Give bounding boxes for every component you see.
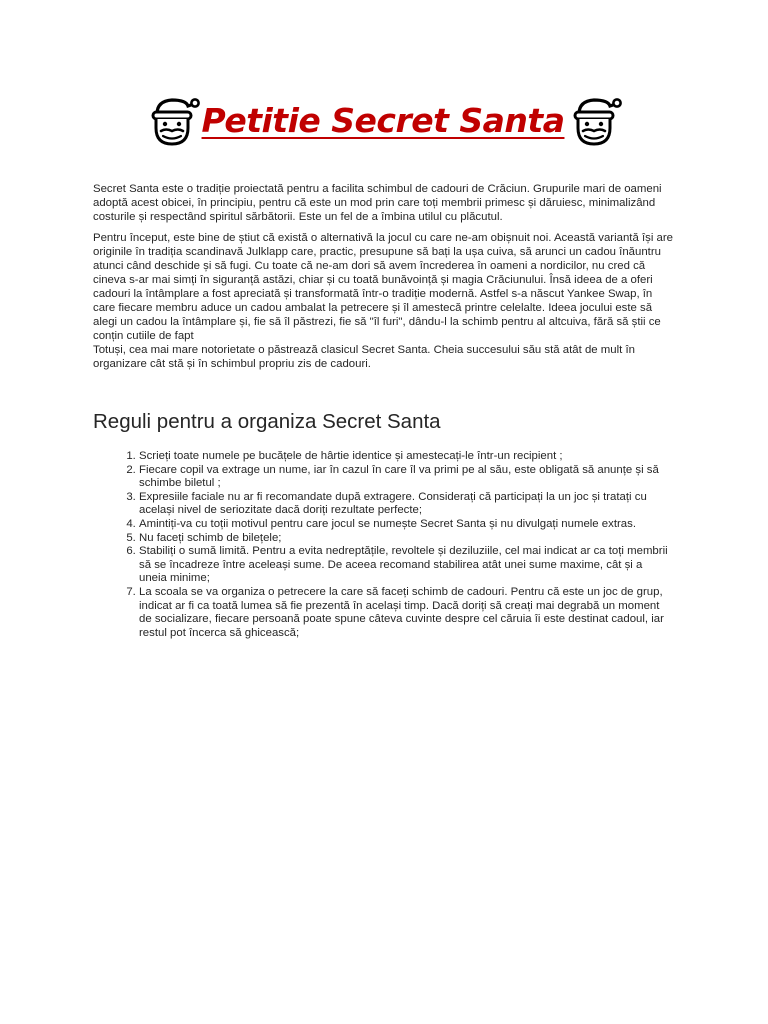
santa-icon	[566, 92, 622, 148]
intro-section	[93, 182, 673, 378]
intro-paragraph: Totuși, cea mai mare notorietate o păstrează clasicul Secret Santa. Cheia succesului său stă atât de mult în organizare cât stă și în schimbul propriu zis de cadouri.	[93, 344, 635, 370]
title-row	[93, 90, 673, 150]
list-item: 2. Fiecare copil va extrage un nume, iar în cazul în care îl va primi pe al său, este obligată să anunțe și să schimbe biletul ;	[139, 464, 673, 491]
list-item: 5. Nu faceți schimb de bilețele;	[139, 532, 673, 546]
list-item: 6. Stabiliți o sumă limită. Pentru a evita nedreptățile, revoltele și deziluziile, cel mai indicat ar ca toți membrii să se încadreze între aceleași sume. De aceea recomand stabilirea atât unei sume maxime, cât și a uneia minime;	[139, 545, 673, 586]
list-item: 7. La scoala se va organiza o petrecere la care să faceți schimb de cadouri. Pentru că este un joc de grup, indicat ar fi ca toată lumea să fie prezentă în același timp. Dacă doriți să creați mai degrabă un moment de socializare, fiecare persoană poate spune câteva cuvinte despre cel căruia îi este destinat cadoul, iar restul pot încerca să ghicească;	[139, 586, 673, 640]
list-item: 4. Amintiți-va cu toții motivul pentru care jocul se numește Secret Santa și nu divulgați numele extras.	[139, 518, 673, 532]
list-item: 3. Expresiile faciale nu ar fi recomandate după extragere. Considerați că participați la un joc și tratați cu același nivel de seriozitate dacă doriți rezultate perfecte;	[139, 491, 673, 518]
intro-paragraph: Pentru început, este bine de știut că există o alternativă la jocul cu care ne-am obișnuit noi. Această variantă își are originile în tradiția scandinavă Julklapp care, practic, presupune să bați la ușa cuiva, să arunci un cadou înăuntru atunci când deschide și să fugi. Cu toate că ne-am dori să avem încrederea în oameni a nordicilor, nu cred că cineva s-ar mai simți în siguranță astăzi, chiar și cu toată bunăvoință și magia Crăciunului. Însă ideea de a oferi cadouri la întâmplare a fost apreciată și transformată într-o tradiție modernă. Astfel s-a născut Yankee Swap, în care fiecare membru aduce un cadou ambalat la petrecere și îl amestecă printre celelalte. Ideea jocului este să alegi un cadou la întâmplare și, fie să îl păstrezi, fie să "îl furi", dându-l la schimb pentru al altcuiva, fără să știi ce conțin cutiile de fapt	[93, 232, 673, 342]
intro-paragraph: Secret Santa este o tradiție proiectată pentru a facilita schimbul de cadouri de Crăciun. Grupurile mari de oameni adoptă acest obicei, în principiu, pentru că este un mod prin care toți membrii primesc și dăruiesc, minimalizând costurile și respectând spiritul sărbătorii. Este un fel de a îmbina utilul cu plăcutul.	[93, 183, 662, 223]
page-title: Petitie Secret Santa	[201, 100, 565, 140]
rules-list	[93, 450, 673, 640]
santa-icon	[144, 92, 200, 148]
list-item: 1. Scrieți toate numele pe bucățele de hârtie identice și amestecați-le într-un recipient ;	[139, 450, 673, 464]
rules-heading: Reguli pentru a organiza Secret Santa	[93, 410, 441, 433]
